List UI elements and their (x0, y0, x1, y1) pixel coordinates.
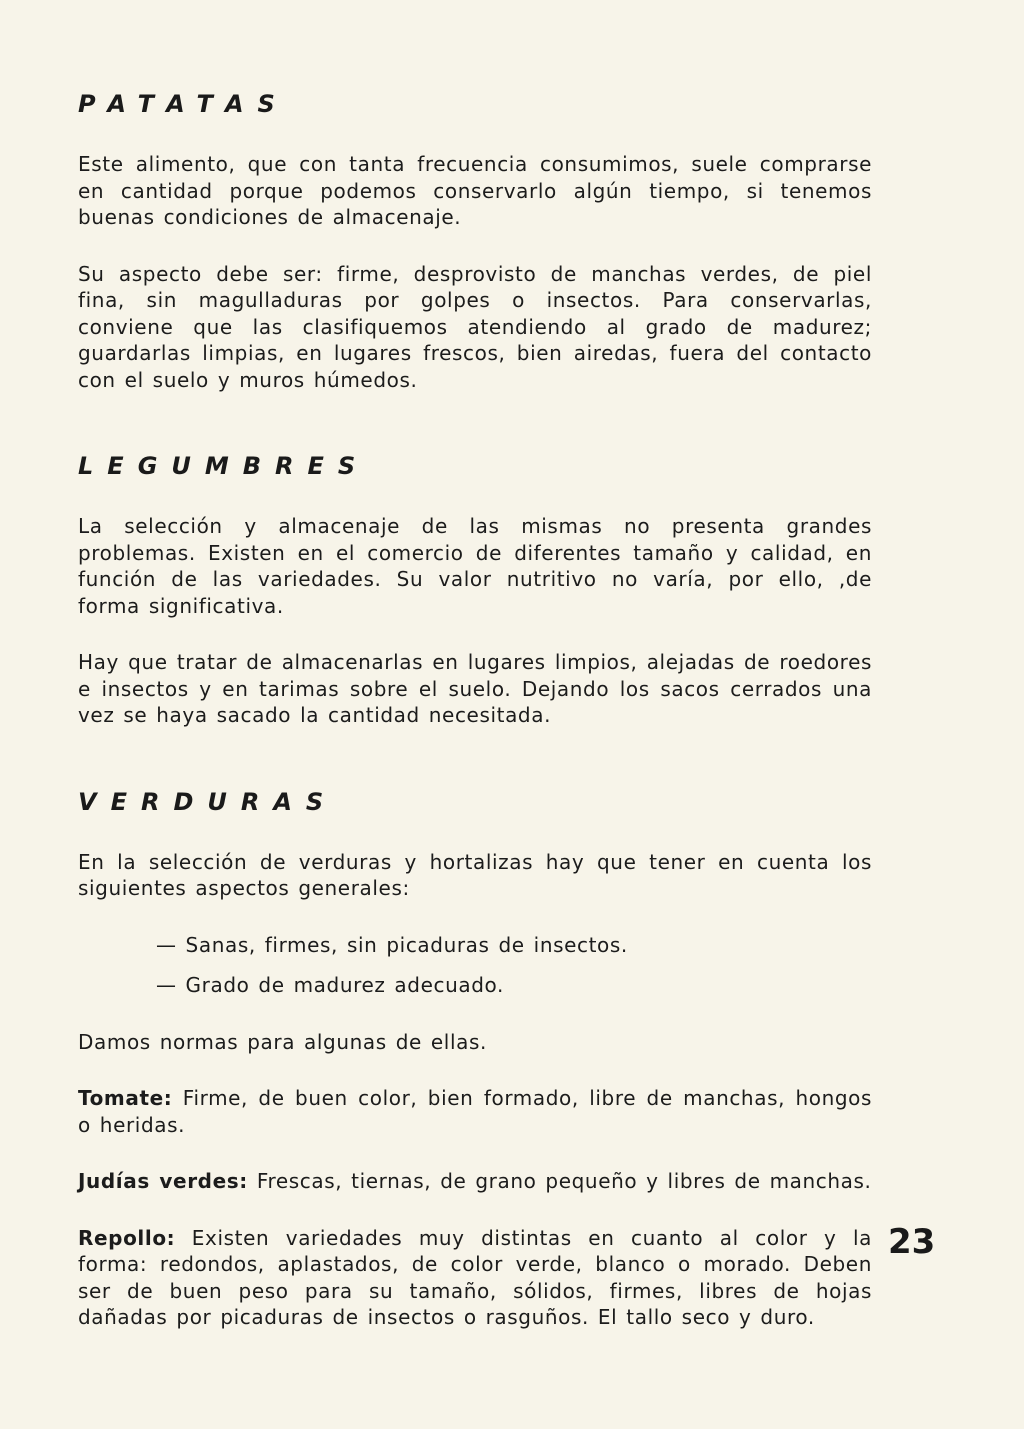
item-tomate (78, 1085, 872, 1138)
verduras-bullet-1: — Sanas, firmes, sin picaduras de insectos. (156, 932, 628, 957)
item-tomate-text: Firme, de buen color, bien formado, libre de manchas, hongos o heridas. (78, 1086, 872, 1137)
page-content (78, 90, 872, 1331)
heading-verduras: VERDURAS (78, 787, 338, 816)
item-repollo-term: Repollo: (78, 1225, 176, 1250)
page-number: 23 (888, 1222, 936, 1262)
legumbres-paragraph-1: La selección y almacenaje de las mismas no presenta grandes problemas. Existen en el comercio de diferentes tamaño y calidad, en función de las variedades. Su valor nutritivo no varía, por ello, ,de forma significativa. (78, 514, 872, 618)
legumbres-paragraph-2: Hay que tratar de almacenarlas en lugares limpios, alejadas de roedores e insectos y en tarimas sobre el suelo. Dejando los sacos cerrados una vez se haya sacado la cantidad necesitada. (78, 650, 872, 727)
heading-patatas: PATATAS (78, 90, 289, 118)
patatas-paragraph-1: Este alimento, que con tanta frecuencia consumimos, suele comprarse en cantidad porque podemos conservarlo algún tiempo, si tenemos buenas condiciones de almacenaje. (78, 152, 872, 229)
item-judias-verdes-text: Frescas, tiernas, de grano pequeño y libres de manchas. (247, 1169, 872, 1193)
verduras-paragraph-1: En la selección de verduras y hortalizas hay que tener en cuenta los siguientes aspectos generales: (78, 849, 872, 900)
item-repollo-text: Existen variedades muy distintas en cuanto al color y la forma: redondos, aplastados, de color verde, blanco o morado. Deben ser de buen peso para su tamaño, sólidos, firmes, libres de hojas dañadas por picaduras de insectos o rasguños. El tallo seco y duro. (78, 1225, 872, 1329)
item-judias-verdes (78, 1168, 872, 1195)
item-tomate-term: Tomate: (78, 1086, 173, 1110)
patatas-paragraph-2: Su aspecto debe ser: firme, desprovisto de manchas verdes, de piel fina, sin magulladuras por golpes o insectos. Para conservarlas, conviene que las clasifiquemos atendiendo al grado de madurez; guardarlas limpias, en lugares frescos, bien airedas, fuera del contacto con el suelo y muros húmedos. (78, 261, 872, 392)
item-repollo (78, 1225, 872, 1331)
item-judias-verdes-term: Judías verdes: (78, 1169, 248, 1193)
heading-legumbres: LEGUMBRES (78, 452, 370, 480)
verduras-bullet-2: — Grado de madurez adecuado. (156, 973, 504, 997)
verduras-paragraph-2: Damos normas para algunas de ellas. (78, 1029, 487, 1054)
